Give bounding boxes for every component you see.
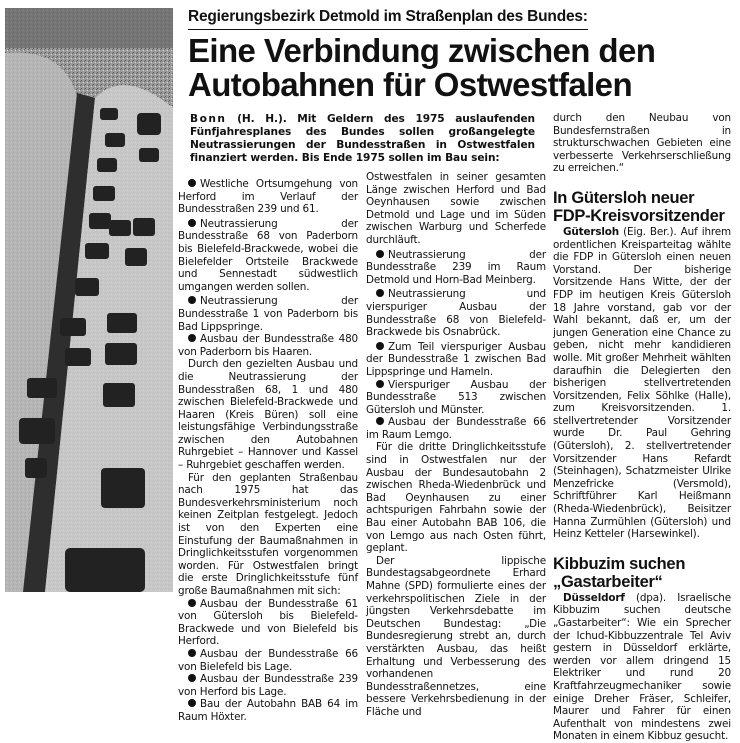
paragraph: Ostwestfalen in seiner gesamten Länge zwischen Herford und Bad Oeynhausen sowie zwischen Detmold und Lage und im Süden zwischen Warburg und Scherfede durchläuft. [366,171,546,246]
bullet-icon [188,674,196,682]
bullet-icon [376,417,384,425]
list-item: Zum Teil vierspuriger Ausbau der Bundesstraße 1 zwischen Bad Lippspringe und Hameln. [366,340,546,378]
list-item: Ausbau der Bundesstraße 66 von Bielefeld bis Lage. [178,647,358,673]
list-item: Ausbau der Bundesstraße 480 von Paderborn bis Haaren. [178,333,358,358]
bullet-icon [188,599,196,607]
article-column-2 [366,171,546,719]
list-item: Westliche Ortsumgehung von Herford im Verlauf der Bundesstraßen 239 und 61. [178,178,358,216]
paragraph: Durch den gezielten Ausbau und die Neutrassierung der Bundesstraßen 68, 1 und 480 zwischen Bielefeld-Brackwede und Haaren (Kreis Büren) soll eine leistungsfähige Verbindungsstraße zwischen den Autobahnen Ruhrgebiet – Hannover und Kassel – Ruhrgebiet geschaffen werden. [178,358,358,472]
list-item: Ausbau der Bundesstraße 66 im Raum Lemgo. [366,416,546,441]
list-item: Neutrassierung und vierspuriger Ausbau der Bundesstraße 68 von Bielefeld-Brackwede bis Osnabrück. [366,288,546,339]
headline-line-2: Autobahnen für Ostwestfalen [188,66,632,103]
bullet-icon [376,289,384,297]
list-item: Ausbau der Bundesstraße 239 von Herford bis Lage. [178,673,358,698]
list-item: Ausbau der Bundesstraße 61 von Gütersloh bis Bielefeld-Brackwede und von Bielefeld bis Herford. [178,597,358,648]
article2-headline: In Gütersloh neuer FDP-Kreisvorsitzender [553,188,725,225]
article-kicker: Regierungsbezirk Detmold im Straßenplan des Bundes: [188,8,588,30]
lead-text: (H. H.). Mit Geldern des 1975 auslaufenden Fünfjahresplanes des Bundes sollen großangelegte Neutrassierungen der Bundesstraßen in Ostwestfalen finanziert werden. Bis Ende 1975 sollen im Bau sein: [190,113,535,164]
dateline-place: Bonn [190,113,227,125]
article-lead [190,113,535,165]
headline-line-1: Eine Verbindung zwischen den [188,32,656,69]
highway-photo [5,8,173,592]
bullet-icon [376,250,384,258]
list-item: Vierspuriger Ausbau der Bundesstraße 513 zwischen Gütersloh und Münster. [366,378,546,416]
bullet-icon [188,334,196,342]
dateline-place: Düsseldorf [563,591,625,604]
article-column-1 [178,176,358,724]
bullet-icon [188,179,196,187]
paragraph: Für den geplanten Straßenbau nach 1975 hat das Bundesverkehrsministerium noch keinen Zeitplan festgelegt. Jedoch ist von den Experten eine Einstufung der Baumaßnahmen in Dringlichkeitsstufen vorgenommen worden. Für Ostwestfalen bringt die erste Dringlichkeitsstufe fünf große Baumaßnahmen mit sich: [178,471,358,597]
article2-body: Gütersloh (Eig. Ber.). Auf ihrem ordentlichen Kreisparteitag wählte die FDP in Gütersloh einen neuen Vorstand. Der bisherige Vorsitzende Hans Witte, der der FDP im heutigen Kreis Gütersloh 18 Jahre vorstand, gab vor der Wahl bekannt, daß er, um der jungen Generation eine Chance zu geben, nicht mehr kandidieren wolle. Mit großer Mehrheit wählten daraufhin die Delegierten den bisherigen stellvertretenden Vorsitzenden, Felix Söhlke (Halle), zum Kreisvorsitzenden. 1. stellvertretender Vorsitzender wurde Dr. Paul Gehring (Gütersloh), 2. stellvertretender Vorsitzender Hans Refardt (Steinhagen), Schatzmeister Ulrike Menzefricke (Versmold), Schriftführer Karl Heißmann (Rheda-Wiedenbrück), Beisitzer Hanna Zurmühlen (Gütersloh) und Heinz Ketteler (Harsewinkel). [553,225,731,541]
article3-body: Düsseldorf (dpa). Israelische Kibbuzim suchen deutsche „Gastarbeiter“: Wie ein Sprecher der Ichud-Kibbuzzentrale Tel Aviv gestern in Düsseldorf erklärte, werden vor allem dringend 15 Elektriker und rund 20 Kraftfahrzeugmechaniker sowie einige Dreher Fräser, Schleifer, Maurer und Fahrer für einen Aufenthalt von mindestens zwei Monaten in einem Kibbuz gesucht. [553,591,731,743]
list-item: Bau der Autobahn BAB 64 im Raum Höxter. [178,698,358,723]
photo-highway-traffic-icon [5,8,173,592]
bullet-icon [188,296,196,304]
article-column-3 [553,112,731,743]
article-headline [188,34,738,102]
bullet-icon [188,219,196,227]
list-item: Neutrassierung der Bundesstraße 239 im Raum Detmold und Horn-Bad Meinberg. [366,248,546,286]
bullet-icon [376,342,384,350]
bullet-icon [188,649,196,657]
list-item: Neutrassierung der Bundesstraße 1 von Paderborn bis Bad Lippspringe. [178,295,358,333]
article3-headline: Kibbuzim suchen „Gastarbeiter“ [553,554,686,591]
dateline-place: Gütersloh [563,225,619,238]
bullet-icon [376,380,384,388]
paragraph: durch den Neubau von Bundesfernstraßen in strukturschwachen Gebieten eine verbesserte Verkehrserschließung zu erreichen.“ [553,112,731,175]
paragraph: Der lippische Bundestagsabgeordnete Erhard Mahne (SPD) formulierte eines der verkehrspolitischen Ziele in der jüngsten Verkehrsdebatte im Deutschen Bundestag: „Die Bundesregierung strebt an, durch verstärkten Ausbau, das heißt Erhaltung und Verbesserung des vorhandenen Bundesstraßennetzes, eine bessere Verkehrsbedienung in der Fläche und [366,554,546,718]
paragraph: Für die dritte Dringlichkeitsstufe sind in Ostwestfalen nur der Ausbau der Bundesautobahn 2 zwischen Rheda-Wiedenbrück und Bad Oeynhausen zu einer achtspurigen Fahrbahn sowie der Bau einer Autobahn BAB 106, die von Lemgo aus nach Osten führt, geplant. [366,441,546,555]
list-item: Neutrassierung der Bundesstraße 68 von Paderborn bis Bielefeld-Brackwede, wobei die Bielefelder Ortsteile Brackwede und Sennestadt südwestlich umgangen werden sollen. [178,217,358,293]
bullet-icon [188,699,196,707]
